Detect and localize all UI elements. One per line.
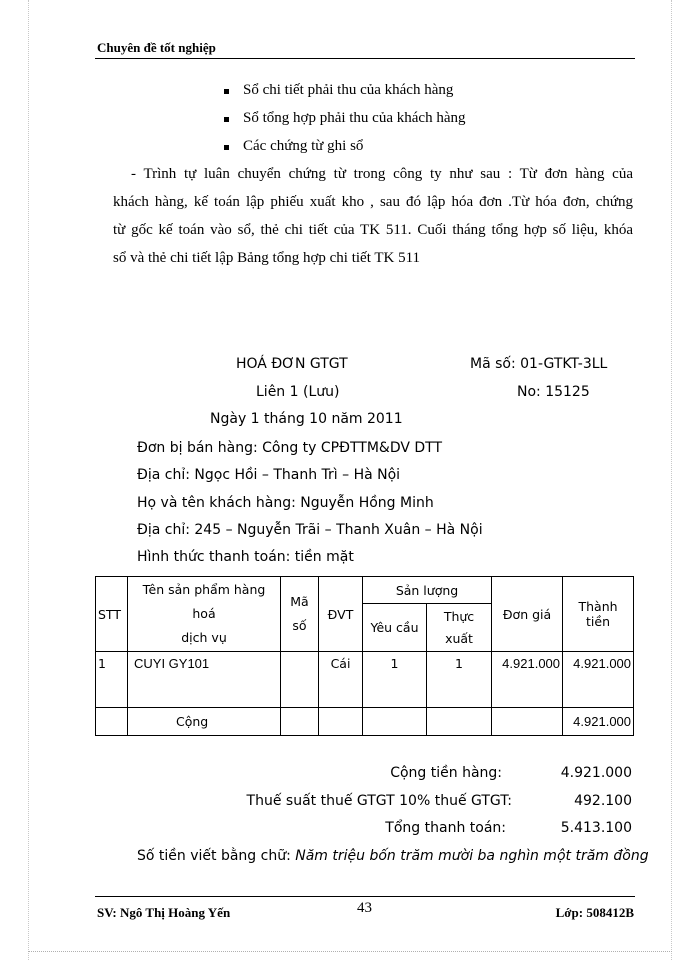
summary-goods-value: 4.921.000 [560,765,632,781]
bullet-marker [224,117,229,122]
page-margin-right [671,0,672,960]
header-stt: STT [96,577,128,652]
header-product [128,577,281,652]
cell-amount: 4.921.000 [563,652,634,708]
cell-empty [427,708,492,736]
header-rule [95,58,635,59]
bullet-item: Sổ chi tiết phải thu của khách hàng [243,82,454,98]
summary-vat-value: 492.100 [574,793,632,809]
header-unit: ĐVT [319,577,363,652]
invoice-date: Ngày 1 tháng 10 năm 2011 [210,411,403,427]
cell-requested: 1 [363,652,427,708]
cell-empty [96,708,128,736]
bullet-marker [224,89,229,94]
summary-in-words-label: Số tiền viết bằng chữ: [137,848,291,864]
total-amount: 4.921.000 [563,708,634,736]
header-product-line1: Tên sản phẩm hàng hoá [142,582,266,621]
footer-student: SV: Ngô Thị Hoàng Yến [97,905,231,920]
page-bottom-border [28,951,672,952]
header-requested: Yêu cầu [363,604,427,652]
header-actual-line1: Thực [443,608,475,624]
summary-vat-label: Thuế suất thuế GTGT 10% thuế GTGT: [246,793,512,809]
invoice-seller-address: Địa chỉ: Ngọc Hồi – Thanh Trì – Hà Nội [137,467,401,483]
cell-empty [363,708,427,736]
invoice-payment-method: Hình thức thanh toán: tiền mặt [137,549,354,565]
summary-total-label: Tổng thanh toán: [385,820,506,836]
page-margin-left [28,0,29,960]
bullet-item: Sổ tổng hợp phải thu của khách hàng [243,110,466,126]
invoice-customer: Họ và tên khách hàng: Nguyễn Hồng Minh [137,495,434,511]
header-product-line2: dịch vụ [181,630,227,645]
paragraph-line: khách hàng, kế toán lập phiếu xuất kho , sau đó lập hóa đơn .Từ hóa đơn, chứng [113,194,633,210]
header-quantity: Sản lượng [363,577,492,604]
paragraph-line: từ gốc kế toán vào sổ, thẻ chi tiết của TK 511. Cuối tháng tổng hợp số liệu, khóa [113,222,633,238]
header-code-line1: Mã [290,594,309,609]
table-total-row [96,708,634,736]
summary-goods-label: Cộng tiền hàng: [390,765,502,781]
summary-total-value: 5.413.100 [560,820,632,836]
invoice-number: No: 15125 [517,384,590,400]
invoice-table [95,576,634,736]
cell-empty [492,708,563,736]
cell-code [281,652,319,708]
bullet-marker [224,145,229,150]
page-header-title: Chuyên đề tốt nghiệp [97,40,216,55]
cell-product: CUYI GY101 [128,652,281,708]
paragraph-line: - Trình tự luân chuyển chứng từ trong công ty như sau : Từ đơn hàng của [131,166,633,182]
cell-stt: 1 [96,652,128,708]
cell-empty [281,708,319,736]
header-code-line2: số [292,618,307,633]
invoice-title: HOÁ ĐƠN GTGT [236,356,348,372]
total-label: Cộng [128,708,281,736]
header-amount: Thành tiền [563,577,634,652]
cell-unit-price: 4.921.000 [492,652,563,708]
footer-rule [95,896,635,897]
table-header-row [96,577,634,604]
cell-empty [319,708,363,736]
invoice-form-code: Mã số: 01-GTKT-3LL [470,356,608,372]
header-actual-line2: xuất [445,630,473,646]
paragraph-line: sổ và thẻ chi tiết lập Bảng tổng hợp chi tiết TK 511 [113,250,421,266]
document-paragraph [113,160,633,272]
summary-in-words [137,848,649,864]
cell-actual: 1 [427,652,492,708]
invoice-seller: Đơn bị bán hàng: Công ty CPĐTTM&DV DTT [137,440,443,456]
header-actual [427,604,492,652]
cell-unit: Cái [319,652,363,708]
summary-in-words-value: Năm triệu bốn trăm mười ba nghìn một trăm đồng [295,848,649,864]
invoice-customer-address: Địa chỉ: 245 – Nguyễn Trãi – Thanh Xuân – Hà Nội [137,522,483,538]
footer-class: Lớp: 508412B [555,905,634,920]
bullet-item: Các chứng từ ghi sổ [243,138,364,154]
invoice-copy: Liên 1 (Lưu) [256,384,340,400]
footer-page-number: 43 [357,900,372,916]
header-unit-price: Đơn giá [492,577,563,652]
header-code [281,577,319,652]
table-row [96,652,634,708]
